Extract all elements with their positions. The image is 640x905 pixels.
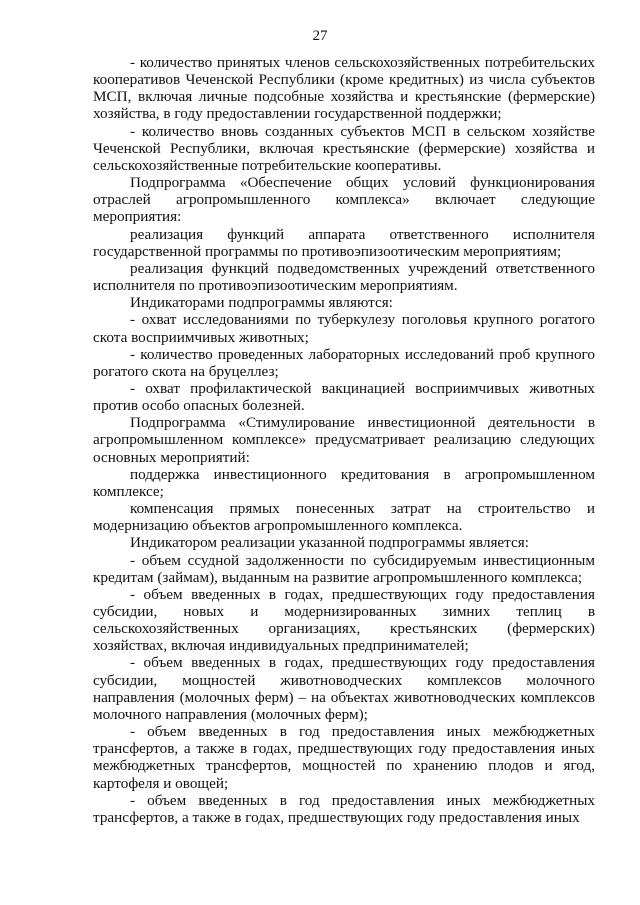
paragraph-indicators-heading: Индикаторами подпрограммы являются: — [130, 294, 393, 312]
paragraph-dairy-complexes-volume: - объем введенных в годах, предшествующих году предоставления субсидии, мощностей животноводческих комплексов молочного направления (молочных ферм) – на объектах животноводческих комплексов молочного направления (молочных ферм); — [93, 654, 595, 723]
paragraph-subordinate-institutions: реализация функций подведомственных учреждений ответственного исполнителя по противоэпизоотическим мероприятиям. — [93, 259, 595, 295]
paragraph-apparatus-functions: реализация функций аппарата ответственного исполнителя государственной программы по противоэпизоотическим мероприятиям; — [93, 225, 595, 260]
document-body — [93, 54, 595, 826]
paragraph-transfers-volume: - объем введенных в год предоставления иных межбюджетных трансфертов, а также в годах, предшествующих году предоставления иных — [93, 791, 595, 826]
paragraph-kooperativ-members: - количество принятых членов сельскохозяйственных потребительских кооперативов Чеченской Республики (кроме кредитных) из числа субъектов МСП, включая личные подсобные хозяйства и крестьянские (фермерские) хозяйства, в году предоставлении государственной поддержки; — [93, 54, 595, 123]
page-number: 27 — [312, 28, 328, 44]
paragraph-subprogram-general-conditions: Подпрограмма «Обеспечение общих условий функционирования отраслей агропромышленного комплекса» включает следующие мероприятия: — [93, 174, 595, 226]
paragraph-tuberculosis-coverage: - охват исследованиями по туберкулезу поголовья крупного рогатого скота восприимчивых животных; — [93, 311, 595, 346]
paragraph-greenhouses-volume: - объем введенных в годах, предшествующих году предоставления субсидии, новых и модернизированных зимних теплиц в сельскохозяйственных организациях, крестьянских (фермерских) хозяйствах, включая индивидуальных предпринимателей; — [93, 585, 595, 655]
paragraph-brucellosis-tests: - количество проведенных лабораторных исследований проб крупного рогатого скота на бруцеллез; — [93, 345, 595, 380]
paragraph-loan-debt-volume: - объем ссудной задолженности по субсидируемым инвестиционным кредитам (займам), выданным на развитие агропромышленного комплекса; — [93, 551, 595, 586]
paragraph-indicator-heading: Индикатором реализации указанной подпрограммы является: — [130, 534, 529, 552]
paragraph-vaccination-coverage: - охват профилактической вакцинацией восприимчивых животных против особо опасных болезней. — [93, 379, 595, 415]
paragraph-subprogram-investment: Подпрограмма «Стимулирование инвестиционной деятельности в агропромышленном комплексе» предусматривает реализацию следующих основных мероприятий: — [93, 414, 595, 466]
paragraph-storage-capacity-volume: - объем введенных в год предоставления иных межбюджетных трансфертов, а также в годах, предшествующих году предоставления иных межбюджетных трансфертов, мощностей по хранению плодов и ягод, картофеля и овощей; — [93, 723, 595, 792]
paragraph-new-msp-subjects: - количество вновь созданных субъектов МСП в сельском хозяйстве Чеченской Республики, включая крестьянские (фермерские) хозяйства и сельскохозяйственные потребительские кооперативы. — [93, 122, 595, 174]
paragraph-investment-crediting: поддержка инвестиционного кредитования в агропромышленном комплексе; — [93, 465, 595, 500]
paragraph-direct-costs-compensation: компенсация прямых понесенных затрат на строительство и модернизацию объектов агропромышленного комплекса. — [93, 500, 595, 535]
